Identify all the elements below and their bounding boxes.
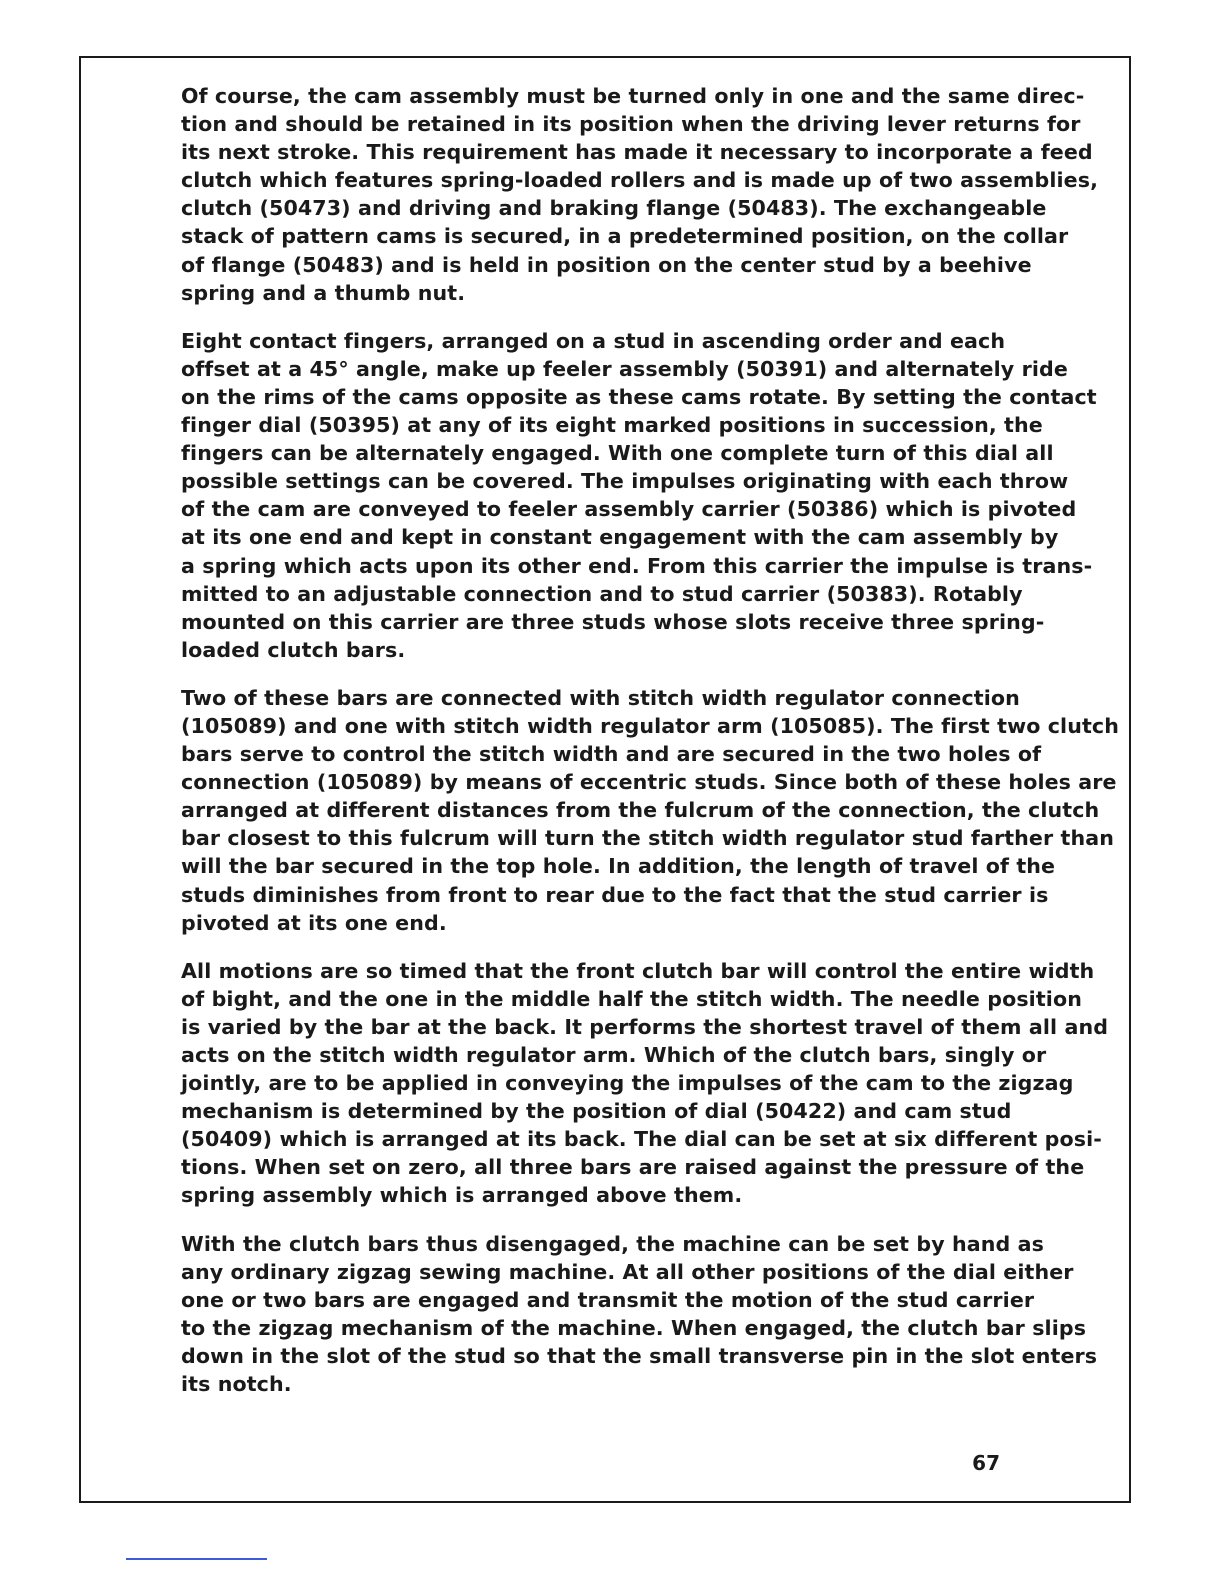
- paragraph-disengaged: [181, 1230, 1098, 1399]
- text-line: to the zigzag mechanism of the machine. When engaged, the clutch bar slips: [181, 1315, 1087, 1340]
- text-line: spring and a thumb nut.: [181, 280, 466, 305]
- text-line: jointly, are to be applied in conveying the impulses of the cam to the zigzag: [181, 1071, 1074, 1096]
- text-line: down in the slot of the stud so that the small transverse pin in the slot enters: [181, 1343, 1098, 1368]
- text-line: arranged at different distances from the fulcrum of the connection, the clutch: [181, 798, 1100, 823]
- text-line: mounted on this carrier are three studs whose slots receive three spring-: [181, 609, 1045, 634]
- text-line: its notch.: [181, 1372, 292, 1397]
- text-line: mitted to an adjustable connection and to stud carrier (50383). Rotably: [181, 581, 1023, 606]
- text-line: fingers can be alternately engaged. With one complete turn of this dial all: [181, 441, 1054, 466]
- text-line: bars serve to control the stitch width and are secured in the two holes of: [181, 742, 1042, 767]
- text-line: finger dial (50395) at any of its eight marked positions in succession, the: [181, 413, 1043, 438]
- text-line: possible settings can be covered. The impulses originating with each throw: [181, 469, 1069, 494]
- text-line: one or two bars are engaged and transmit the motion of the stud carrier: [181, 1287, 1035, 1312]
- text-line: bar closest to this fulcrum will turn the stitch width regulator stud farther than: [181, 826, 1114, 851]
- text-line: (105089) and one with stitch width regulator arm (105085). The first two clutch: [181, 713, 1119, 738]
- text-line: at its one end and kept in constant engagement with the cam assembly by: [181, 525, 1059, 550]
- text-line: of bight, and the one in the middle half the stitch width. The needle position: [181, 986, 1082, 1011]
- text-line: tion and should be retained in its position when the driving lever returns for: [181, 112, 1081, 137]
- paragraph-contact-fingers: [181, 327, 1097, 664]
- text-line: stack of pattern cams is secured, in a predetermined position, on the collar: [181, 224, 1069, 249]
- text-line: Eight contact fingers, arranged on a stud in ascending order and each: [181, 328, 1006, 353]
- text-line: With the clutch bars thus disengaged, the machine can be set by hand as: [181, 1231, 1044, 1256]
- paragraph-clutch-bars: [181, 684, 1119, 937]
- paragraph-cam-assembly: [181, 82, 1099, 307]
- text-line: of flange (50483) and is held in position on the center stud by a beehive: [181, 252, 1032, 277]
- text-line: Of course, the cam assembly must be turned only in one and the same direc-: [181, 84, 1085, 108]
- text-line: Two of these bars are connected with stitch width regulator connection: [181, 685, 1020, 710]
- text-line: offset at a 45° angle, make up feeler assembly (50391) and alternately ride: [181, 356, 1068, 381]
- text-line: will the bar secured in the top hole. In addition, the length of travel of the: [181, 854, 1056, 879]
- text-line: All motions are so timed that the front clutch bar will control the entire width: [181, 958, 1095, 983]
- text-line: a spring which acts upon its other end. From this carrier the impulse is trans-: [181, 553, 1093, 578]
- text-line: tions. When set on zero, all three bars are raised against the pressure of the: [181, 1155, 1085, 1180]
- text-line: studs diminishes from front to rear due to the fact that the stud carrier is: [181, 882, 1049, 907]
- text-line: of the cam are conveyed to feeler assembly carrier (50386) which is pivoted: [181, 497, 1077, 522]
- text-line: mechanism is determined by the position of dial (50422) and cam stud: [181, 1099, 1012, 1124]
- text-line: clutch (50473) and driving and braking flange (50483). The exchangeable: [181, 196, 1047, 221]
- text-line: its next stroke. This requirement has made it necessary to incorporate a feed: [181, 140, 1093, 165]
- text-line: clutch which features spring-loaded rollers and is made up of two assemblies,: [181, 168, 1099, 193]
- body-text: [181, 82, 1119, 1418]
- text-line: acts on the stitch width regulator arm. Which of the clutch bars, singly or: [181, 1043, 1047, 1067]
- text-line: is varied by the bar at the back. It performs the shortest travel of them all and: [181, 1014, 1109, 1039]
- text-line: loaded clutch bars.: [181, 637, 406, 662]
- text-line: pivoted at its one end.: [181, 910, 447, 935]
- footer-link-underline[interactable]: [126, 1558, 267, 1560]
- paragraph-motions: [181, 957, 1109, 1210]
- text-line: any ordinary zigzag sewing machine. At all other positions of the dial either: [181, 1259, 1074, 1284]
- page-number: 67: [972, 1451, 1000, 1475]
- text-line: on the rims of the cams opposite as these cams rotate. By setting the contact: [181, 384, 1097, 409]
- text-line: connection (105089) by means of eccentric studs. Since both of these holes are: [181, 770, 1117, 795]
- text-line: spring assembly which is arranged above them.: [181, 1183, 743, 1208]
- text-line: (50409) which is arranged at its back. The dial can be set at six different posi-: [181, 1127, 1102, 1152]
